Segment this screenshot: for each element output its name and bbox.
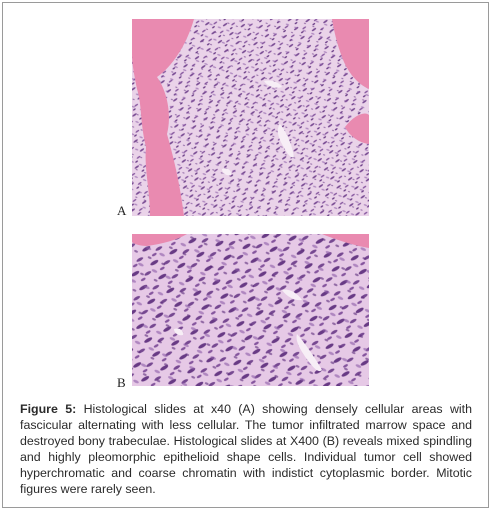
micrograph-panel-b xyxy=(132,234,369,386)
panel-label-b: B xyxy=(117,375,126,390)
caption-lead: Figure 5: xyxy=(20,402,77,416)
micrograph-panel-a xyxy=(132,19,369,216)
histology-image-b xyxy=(132,234,369,386)
caption-text: Histological slides at x40 (A) showing densely cellular areas with fascicular alternating with less cellular. The tumor infiltrated marrow space and destroyed bony trabeculae. Histological slides at X400 (B) reveals mixed spindling and highly pleomorphic epithelioid shape cells. Individual tumor cell showed hyperchromatic and coarse chromatin with indistict cytoplasmic border. Mitotic figures were rarely seen. xyxy=(20,402,472,496)
figure-caption xyxy=(20,401,472,497)
panel-label-a: A xyxy=(117,203,127,218)
histology-image-a xyxy=(132,19,369,216)
